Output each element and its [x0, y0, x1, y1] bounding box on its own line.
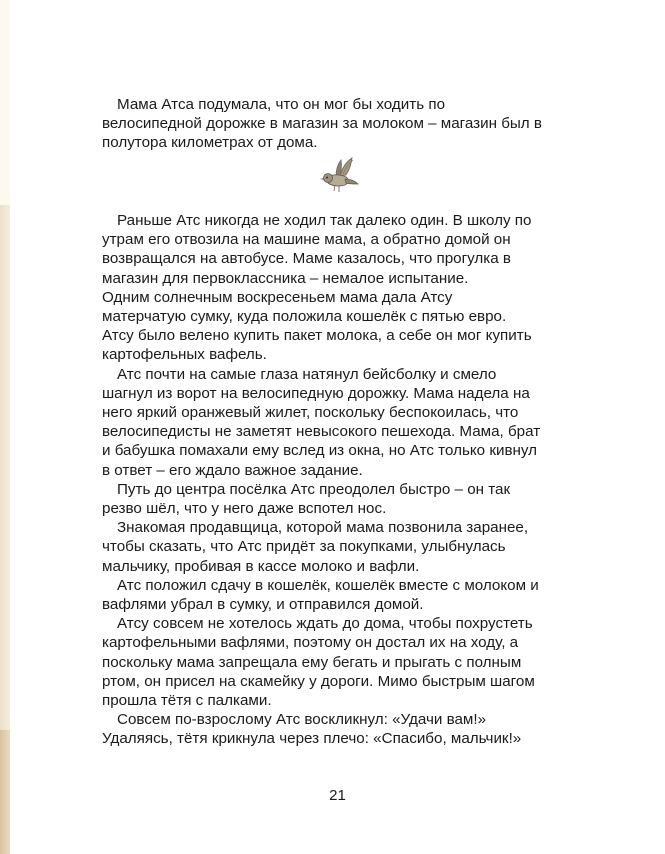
text-line: матерчатую сумку, куда положила кошелёк с пятью евро. [102, 308, 507, 326]
text-line: мальчику, пробивая в кассе молоко и вафли. [102, 557, 420, 575]
text-line: прошла тётя с палками. [102, 692, 272, 710]
text-line: и бабушка помахали ему вслед из окна, но Атс только кивнул [102, 442, 538, 460]
text-line: Знакомая продавщица, которой мама позвонила заранее, [117, 519, 529, 537]
text-line: Мама Атса подумала, что он мог бы ходить по [117, 96, 446, 113]
text-line: магазин для первоклассника – немалое испытание. [102, 269, 469, 287]
text-line: велосипедисты не заметят невысокого пешехода. Мама, брат [102, 423, 541, 441]
book-page [10, 0, 665, 854]
text-line: вафлями убрал в сумку, и отправился домой. [102, 596, 424, 614]
text-line: возвращался на автобусе. Маме казалось, что прогулка в [102, 250, 511, 268]
text-line: поскольку мама запрещала ему бегать и прыгать с полным [102, 653, 522, 671]
paragraph-1 [102, 95, 572, 153]
paragraph-2 [102, 211, 572, 749]
page-number: 21 [329, 787, 346, 804]
text-line: чтобы сказать, что Атс придёт за покупками, улыбнулась [102, 538, 506, 556]
text-line: резво шёл, что у него даже вспотел нос. [102, 500, 387, 518]
text-line: Путь до центра посёлка Атс преодолел быстро – он так [117, 480, 511, 498]
text-line: в ответ – его ждало важное задание. [102, 461, 363, 479]
text-line: Раньше Атс никогда не ходил так далеко один. В школу по [117, 212, 532, 229]
text-line: картофельными вафлями, поэтому он достал их на ходу, а [102, 634, 519, 652]
text-line: Удаляясь, тётя крикнула через плечо: «Спасибо, мальчик!» [102, 730, 522, 748]
text-line: велосипедной дорожке в магазин за молоком – магазин был в [102, 115, 542, 133]
text-line: шагнул из ворот на велосипедную дорожку. Мама надела на [102, 384, 530, 402]
adjacent-page-stain [0, 730, 10, 854]
text-line: Атсу было велено купить пакет молока, а себе он мог купить [102, 327, 532, 345]
text-line: картофельных вафель. [102, 346, 267, 364]
text-line: Атс положил сдачу в кошелёк, кошелёк вместе с молоком и [117, 576, 539, 594]
text-line: него яркий оранжевый жилет, поскольку беспокоилась, что [102, 404, 519, 422]
text-line: Атс почти на самые глаза натянул бейсболку и смело [117, 365, 497, 383]
text-line: утрам его отвозила на машине мама, а обратно домой он [102, 231, 511, 249]
bird-icon [316, 154, 362, 196]
text-line: Совсем по-взрослому Атс воскликнул: «Удачи вам!» [117, 711, 487, 729]
text-line: Атсу совсем не хотелось ждать до дома, чтобы похрустеть [117, 615, 533, 633]
text-line: Одним солнечным воскресеньем мама дала Атсу [102, 288, 453, 306]
text-line: полутора километрах от дома. [102, 134, 318, 152]
text-line: ртом, он присел на скамейку у дороги. Мимо быстрым шагом [102, 672, 535, 690]
